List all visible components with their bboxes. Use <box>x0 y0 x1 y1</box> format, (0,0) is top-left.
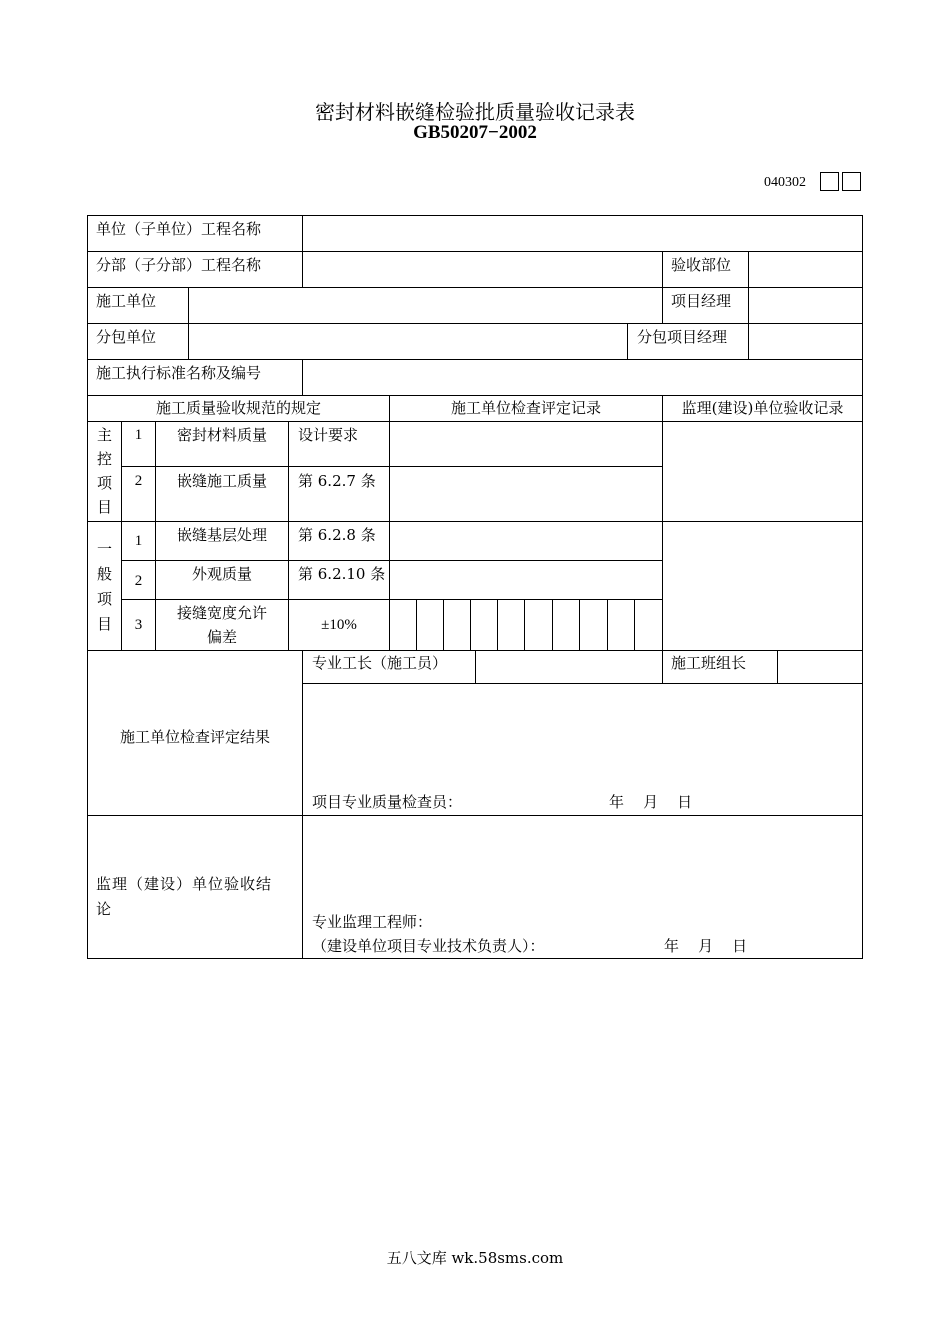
quality-inspector-label: 项目专业质量检查员： <box>312 793 463 811</box>
check-record-cell[interactable] <box>390 467 662 521</box>
form-code-box-2[interactable] <box>842 172 861 191</box>
project-manager-field[interactable] <box>749 288 862 323</box>
supervision-conclusion-label-line1: 监理（建设）单位验收结 <box>96 875 273 893</box>
item-number: 2 <box>134 473 143 489</box>
form-code: 040302 <box>764 175 806 190</box>
standard-name-field[interactable] <box>303 360 862 395</box>
supervision-conclusion-field[interactable] <box>303 816 862 906</box>
supervision-engineer-label: 专业监理工程师： <box>312 913 433 931</box>
spec-column-header: 施工质量验收规范的规定 <box>155 399 321 417</box>
main-supervision-record-cell[interactable] <box>663 422 862 521</box>
item-name: 嵌缝基层处理 <box>176 526 267 544</box>
check-record-cell[interactable] <box>390 561 662 599</box>
construction-result-label: 施工单位检查评定结果 <box>119 728 270 746</box>
supervision-record-column-header: 监理(建设)单位验收记录 <box>681 399 844 417</box>
subcontract-unit-label: 分包单位 <box>96 328 157 346</box>
standard-code: GB50207−2002 <box>413 122 537 143</box>
item-number: 2 <box>134 573 143 589</box>
item-number: 3 <box>134 617 143 633</box>
item-name: 嵌缝施工质量 <box>176 472 267 490</box>
item-name: 密封材料质量 <box>176 426 267 444</box>
sub-project-field[interactable] <box>303 252 662 287</box>
unit-project-field[interactable] <box>303 216 862 251</box>
item-number: 1 <box>134 427 143 443</box>
item-name: 外观质量 <box>191 565 252 583</box>
check-record-cell[interactable] <box>390 522 662 560</box>
item-requirement: 设计要求 <box>298 426 359 444</box>
item-requirement: 第 6.2.10 条 <box>298 565 386 583</box>
construction-unit-field[interactable] <box>189 288 662 323</box>
item-number: 1 <box>134 533 143 549</box>
supervision-date: 年 月 日 <box>664 937 748 955</box>
form-title: 密封材料嵌缝检验批质量验收记录表 <box>315 100 635 124</box>
general-supervision-record-cell[interactable] <box>663 522 862 650</box>
inspection-date: 年 月 日 <box>609 793 693 811</box>
supervision-conclusion-label-line2: 论 <box>96 900 112 918</box>
item-requirement: 第 6.2.8 条 <box>298 526 376 544</box>
construction-unit-label: 施工单位 <box>96 292 157 310</box>
foreman-field[interactable] <box>476 651 662 683</box>
standard-name-label: 施工执行标准名称及编号 <box>96 364 262 382</box>
project-manager-label: 项目经理 <box>671 292 732 310</box>
acceptance-part-label: 验收部位 <box>671 256 732 274</box>
acceptance-part-field[interactable] <box>749 252 862 287</box>
owner-representative-label: （建设单位项目专业技术负责人）： <box>312 937 545 955</box>
item-name-line2: 偏差 <box>206 628 237 646</box>
item-requirement: ±10% <box>321 617 357 633</box>
check-record-column-header: 施工单位检查评定记录 <box>450 399 601 417</box>
form-code-box-1[interactable] <box>820 172 839 191</box>
item-requirement: 第 6.2.7 条 <box>298 472 376 490</box>
team-leader-field[interactable] <box>778 651 862 683</box>
team-leader-label: 施工班组长 <box>671 654 747 672</box>
subcontract-manager-field[interactable] <box>749 324 862 359</box>
item-name-line1: 接缝宽度允许 <box>176 604 267 622</box>
subcontract-unit-field[interactable] <box>189 324 627 359</box>
footer-watermark: 五八文库 wk.58sms.com <box>386 1249 564 1267</box>
foreman-label: 专业工长（施工员） <box>312 654 448 672</box>
subcontract-manager-label: 分包项目经理 <box>637 328 728 346</box>
unit-project-label: 单位（子单位）工程名称 <box>96 220 262 238</box>
construction-result-field[interactable] <box>303 684 862 784</box>
sub-project-label: 分部（子分部）工程名称 <box>96 256 262 274</box>
check-record-cell[interactable] <box>390 422 662 466</box>
